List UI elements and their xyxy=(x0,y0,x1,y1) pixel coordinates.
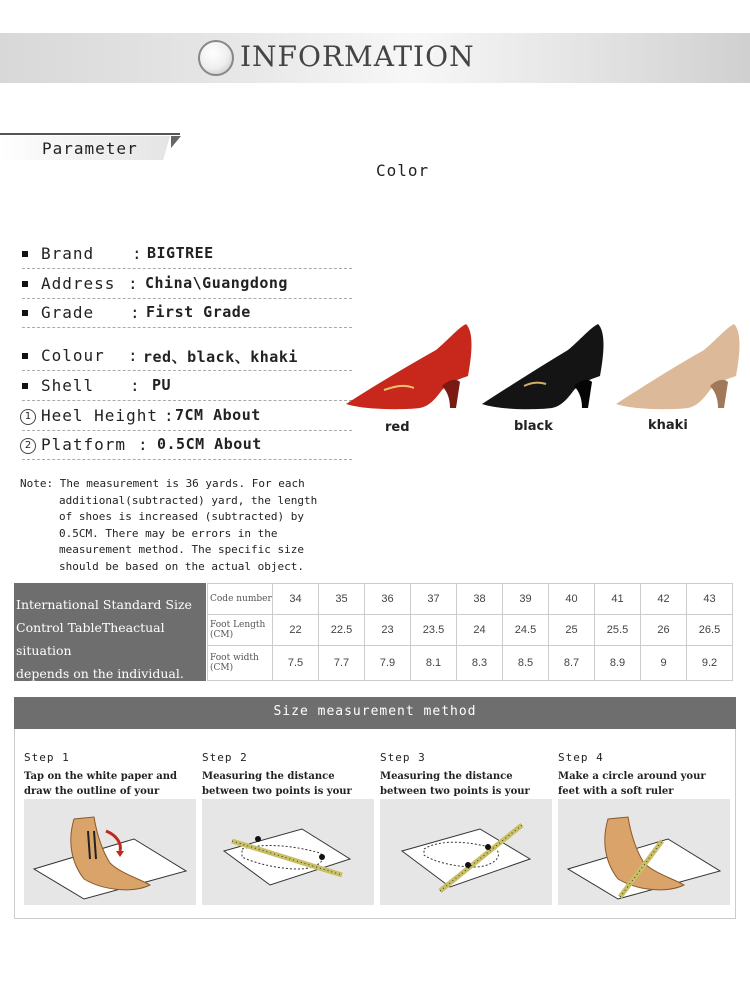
parameter-tab-fold xyxy=(171,136,181,148)
shoe-black-image xyxy=(480,320,610,410)
shoe-label-red: red xyxy=(385,420,410,435)
color-label: Color xyxy=(376,161,430,180)
table-cell: 26.5 xyxy=(687,615,733,646)
table-cell: 7.7 xyxy=(319,646,365,681)
spec-separator: : xyxy=(130,376,140,395)
table-cell: 9.2 xyxy=(687,646,733,681)
table-cell: 36 xyxy=(365,584,411,615)
size-title-line: depends on the individual. xyxy=(16,666,184,681)
note-line: measurement method. The specific size xyxy=(59,543,305,557)
spec-label: Shell xyxy=(41,376,95,395)
step-3 xyxy=(380,751,552,907)
bullet-icon xyxy=(22,383,28,389)
note-line: of shoes is increased (subtracted) by xyxy=(59,510,305,524)
step-description: Measuring the distance between two points is your xyxy=(202,771,352,797)
table-cell: 34 xyxy=(273,584,319,615)
spec-row-grade xyxy=(22,303,352,328)
spec-row-address xyxy=(22,274,352,299)
table-cell: 22 xyxy=(273,615,319,646)
spec-row-brand xyxy=(22,244,352,269)
table-cell: 39 xyxy=(503,584,549,615)
step-2 xyxy=(202,751,374,907)
spec-value: BIGTREE xyxy=(147,244,214,262)
step-description: Measuring the distance between two points is your xyxy=(380,771,530,797)
note-line: should be based on the actual object. xyxy=(59,559,305,573)
size-table xyxy=(14,583,734,681)
spec-row-shell xyxy=(22,376,352,401)
note-line: 0.5CM. There may be errors in the xyxy=(59,526,278,540)
note-line: Note: The measurement is 36 yards. For each xyxy=(20,477,305,490)
table-cell: 26 xyxy=(641,615,687,646)
foot-outline-illustration xyxy=(24,799,196,905)
spec-separator: : xyxy=(138,435,148,454)
spec-value: China\Guangdong xyxy=(145,274,288,292)
table-cell: 42 xyxy=(641,584,687,615)
spec-value: red、black、khaki xyxy=(143,348,298,366)
spec-value: PU xyxy=(152,376,172,394)
table-cell: 23 xyxy=(365,615,411,646)
spec-value: First Grade xyxy=(146,303,251,321)
size-title-line: Control TableTheactual situation xyxy=(16,620,165,658)
circled-number-icon: 2 xyxy=(20,438,36,454)
table-cell: 25.5 xyxy=(595,615,641,646)
table-cell: 8.1 xyxy=(411,646,457,681)
size-grid xyxy=(207,583,733,681)
spec-separator: : xyxy=(130,303,140,322)
table-cell: 8.7 xyxy=(549,646,595,681)
table-cell: 43 xyxy=(687,584,733,615)
table-cell: 8.3 xyxy=(457,646,503,681)
table-row xyxy=(208,584,733,615)
step-description: Tap on the white paper and draw the outline of your xyxy=(24,771,178,797)
table-cell: 24.5 xyxy=(503,615,549,646)
bullet-icon xyxy=(22,310,28,316)
parameter-divider xyxy=(0,133,180,135)
table-row xyxy=(208,646,733,681)
table-cell: 35 xyxy=(319,584,365,615)
spec-value: 7CM About xyxy=(175,406,261,424)
spec-separator: : xyxy=(132,244,142,263)
banner-circle-icon xyxy=(198,40,234,76)
row-label: Foot Length (CM) xyxy=(208,615,273,646)
table-cell: 7.5 xyxy=(273,646,319,681)
banner-title: INFORMATION xyxy=(240,40,475,73)
spec-label: Heel Height xyxy=(41,406,158,425)
measurement-note xyxy=(20,476,340,576)
table-cell: 9 xyxy=(641,646,687,681)
shoe-khaki-image xyxy=(614,320,746,410)
table-cell: 38 xyxy=(457,584,503,615)
size-table-title xyxy=(14,583,206,681)
table-cell: 23.5 xyxy=(411,615,457,646)
row-label: Foot width (CM) xyxy=(208,646,273,681)
step-title: Step 2 xyxy=(202,751,248,764)
table-cell: 7.9 xyxy=(365,646,411,681)
table-cell: 37 xyxy=(411,584,457,615)
step-title: Step 4 xyxy=(558,751,604,764)
spec-separator: : xyxy=(128,346,138,365)
step-title: Step 3 xyxy=(380,751,426,764)
table-cell: 22.5 xyxy=(319,615,365,646)
spec-label: Colour xyxy=(41,346,105,365)
spec-label: Brand xyxy=(41,244,95,263)
spec-row-heel-height xyxy=(22,406,352,431)
spec-label: Grade xyxy=(41,303,95,322)
spec-value: 0.5CM About xyxy=(157,435,262,453)
shoe-label-khaki: khaki xyxy=(648,418,688,433)
spec-label: Address xyxy=(41,274,116,293)
spec-row-platform xyxy=(22,435,352,460)
circled-number-icon: 1 xyxy=(20,409,36,425)
table-row xyxy=(208,615,733,646)
step-description: Make a circle around your feet with a soft ruler xyxy=(558,771,706,797)
spec-separator: : xyxy=(128,274,138,293)
spec-separator: : xyxy=(164,406,174,425)
table-cell: 41 xyxy=(595,584,641,615)
step-title: Step 1 xyxy=(24,751,70,764)
foot-length-illustration xyxy=(202,799,374,905)
bullet-icon xyxy=(22,251,28,257)
foot-width-illustration xyxy=(380,799,552,905)
bullet-icon xyxy=(22,281,28,287)
table-cell: 24 xyxy=(457,615,503,646)
shoe-red-image xyxy=(344,320,479,410)
table-cell: 40 xyxy=(549,584,595,615)
table-cell: 8.9 xyxy=(595,646,641,681)
table-cell: 8.5 xyxy=(503,646,549,681)
step-1 xyxy=(24,751,196,907)
size-title-line: International Standard Size xyxy=(16,597,192,612)
spec-row-colour xyxy=(22,346,352,371)
row-label: Code number xyxy=(208,584,273,615)
step-4 xyxy=(558,751,730,907)
parameter-label: Parameter xyxy=(42,139,138,158)
note-line: additional(subtracted) yard, the length xyxy=(59,493,318,507)
shoe-label-black: black xyxy=(514,419,553,434)
table-cell: 25 xyxy=(549,615,595,646)
bullet-icon xyxy=(22,353,28,359)
foot-circle-illustration xyxy=(558,799,730,905)
method-header: Size measurement method xyxy=(14,697,736,729)
spec-label: Platform xyxy=(41,435,127,454)
